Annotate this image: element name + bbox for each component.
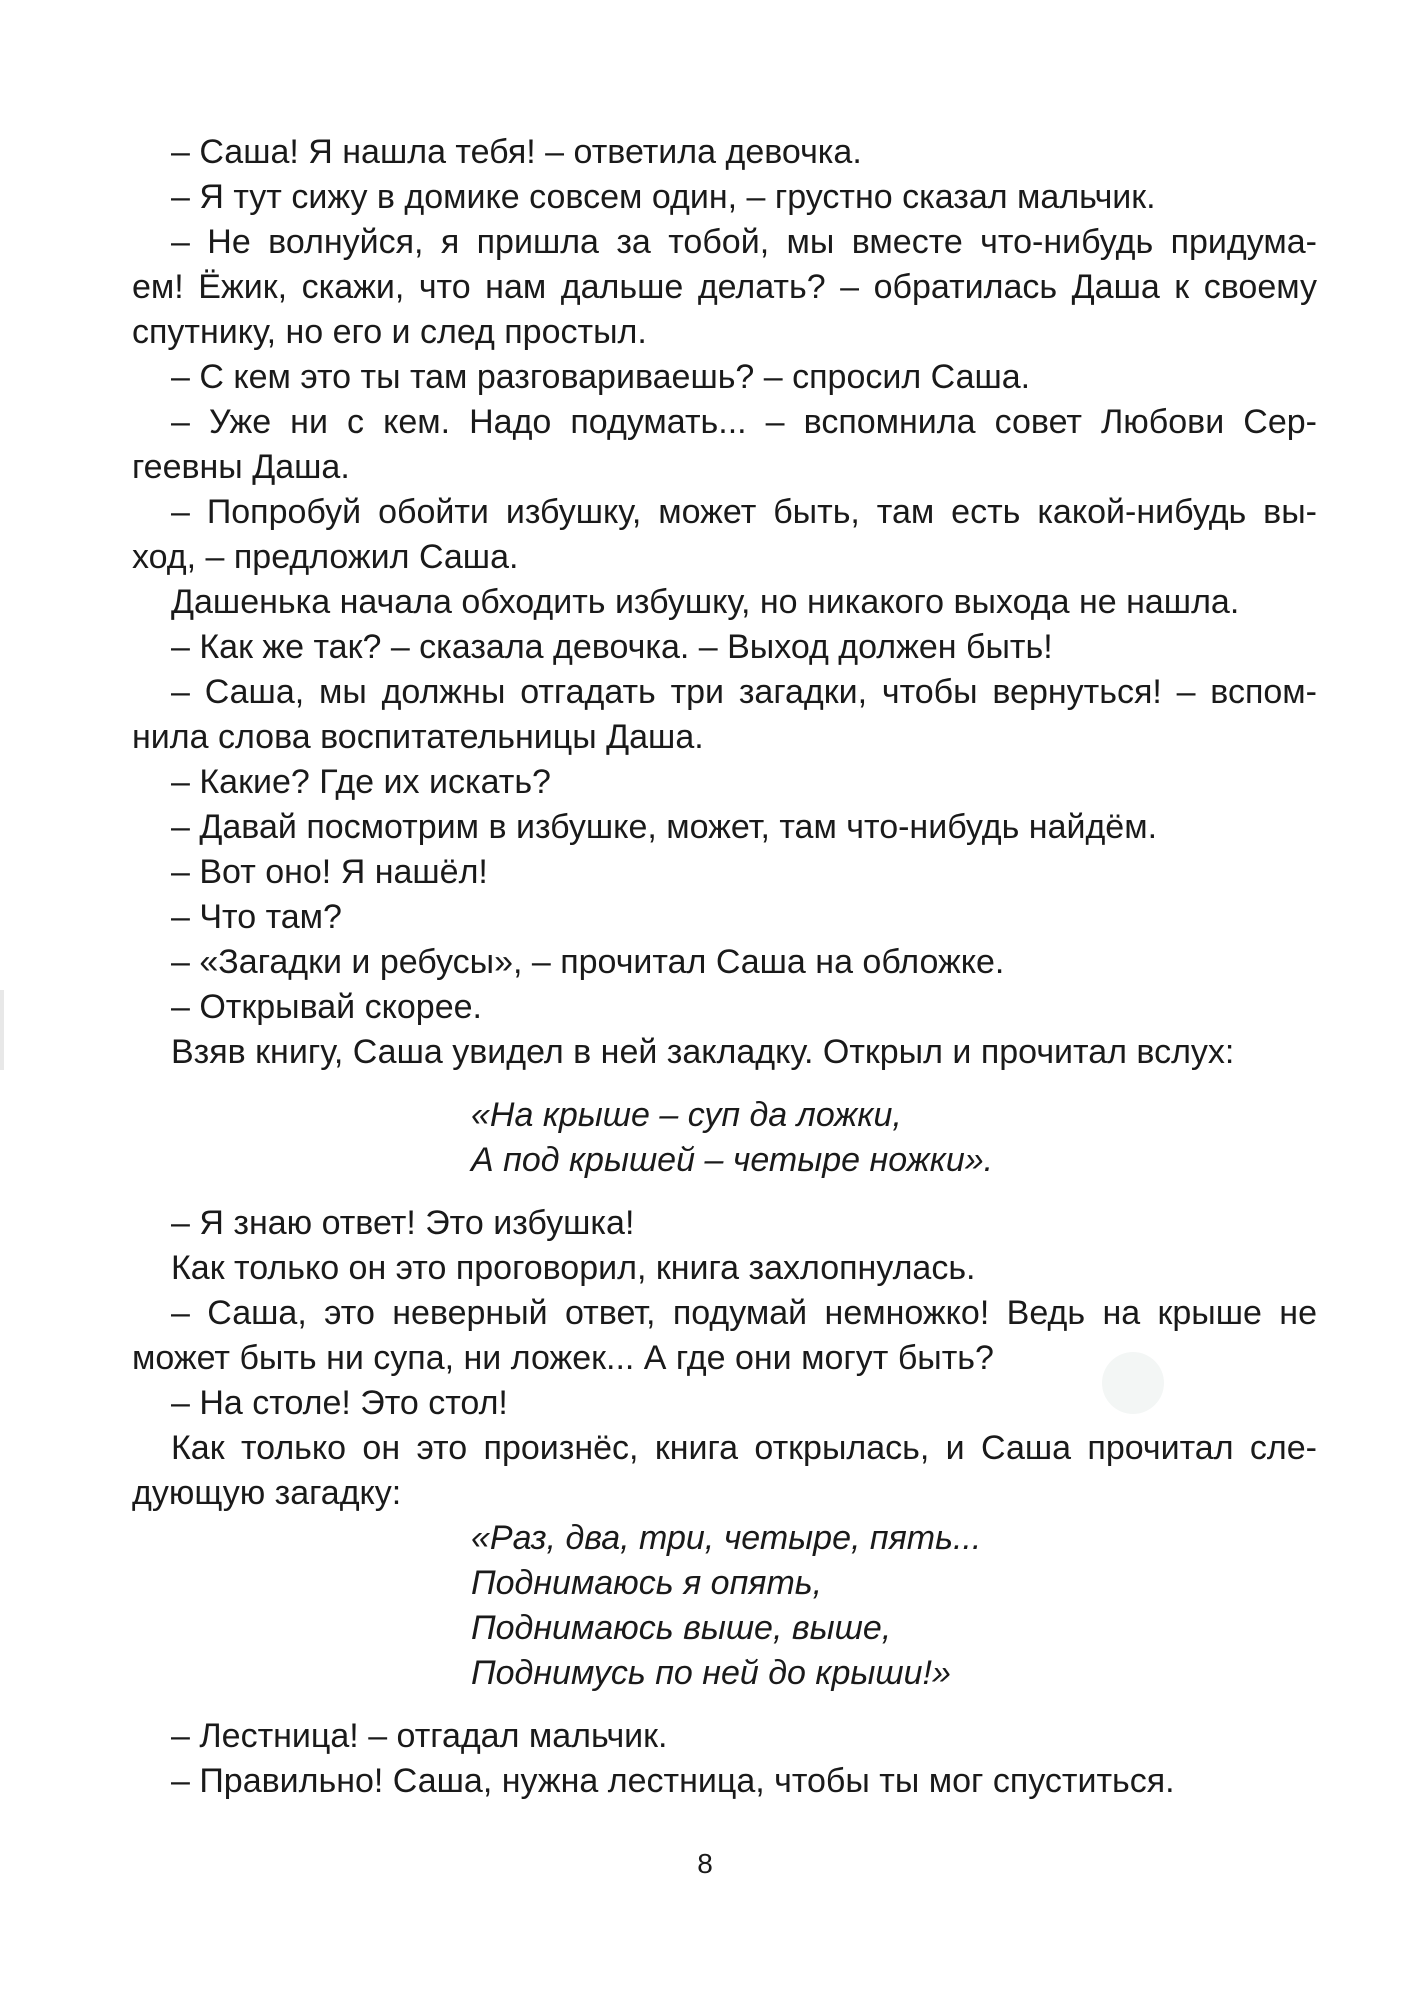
text-line: Дашенька начала обходить избушку, но никакого выхода не нашла. [171, 583, 1240, 621]
text-line: – Не волнуйся, я пришла за тобой, мы вместе что-нибудь придума- [171, 223, 1317, 261]
text-line: Взяв книгу, Саша увидел в ней закладку. Открыл и прочитал вслух: [171, 1033, 1235, 1071]
text-line: геевны Даша. [132, 448, 350, 486]
text-line: Как только он это произнёс, книга открылась, и Саша прочитал сле- [171, 1429, 1317, 1467]
poem-line: «На крыше – суп да ложки, [471, 1096, 902, 1134]
text-line: ход, – предложил Саша. [132, 538, 519, 576]
text-line: спутнику, но его и след простыл. [132, 313, 647, 351]
text-line: – Попробуй обойти избушку, может быть, там есть какой-нибудь вы- [171, 493, 1317, 531]
text-line: – Саша, мы должны отгадать три загадки, чтобы вернуться! – вспом- [171, 673, 1317, 711]
text-line: – Уже ни с кем. Надо подумать... – вспомнила совет Любови Сер- [171, 403, 1317, 441]
text-line: – Лестница! – отгадал мальчик. [171, 1717, 668, 1755]
text-line: – Что там? [171, 898, 342, 936]
text-line: дующую загадку: [132, 1474, 402, 1512]
text-line: – Вот оно! Я нашёл! [171, 853, 488, 891]
poem-line: А под крышей – четыре ножки». [471, 1141, 994, 1179]
scan-edge-mark [0, 990, 4, 1070]
text-line: может быть ни супа, ни ложек... А где они могут быть? [132, 1339, 994, 1377]
text-line: – Я тут сижу в домике совсем один, – грустно сказал мальчик. [171, 178, 1156, 216]
text-line: – Я знаю ответ! Это избушка! [171, 1204, 635, 1242]
text-line: – Саша, это неверный ответ, подумай немножко! Ведь на крыше не [171, 1294, 1317, 1332]
page-text [132, 130, 1317, 1804]
page-number: 8 [697, 1848, 713, 1879]
text-line: – Саша! Я нашла тебя! – ответила девочка. [171, 133, 862, 171]
text-line: – Правильно! Саша, нужна лестница, чтобы ты мог спуститься. [171, 1762, 1175, 1800]
poem-line: «Раз, два, три, четыре, пять... [471, 1519, 982, 1557]
text-line: – Как же так? – сказала девочка. – Выход должен быть! [171, 628, 1053, 666]
text-line: Как только он это проговорил, книга захлопнулась. [171, 1249, 976, 1287]
poem-line: Поднимусь по ней до крыши!» [471, 1654, 951, 1692]
poem-line: Поднимаюсь я опять, [471, 1564, 823, 1602]
text-line: – Какие? Где их искать? [171, 763, 551, 801]
text-line: – С кем это ты там разговариваешь? – спросил Саша. [171, 358, 1031, 396]
text-line: – Давай посмотрим в избушке, может, там что-нибудь найдём. [171, 808, 1158, 846]
text-line: – «Загадки и ребусы», – прочитал Саша на обложке. [171, 943, 1005, 981]
text-line: нила слова воспитательницы Даша. [132, 718, 704, 756]
text-line: ем! Ёжик, скажи, что нам дальше делать? – обратилась Даша к своему [132, 268, 1317, 306]
poem-line: Поднимаюсь выше, выше, [471, 1609, 892, 1647]
text-line: – Открывай скорее. [171, 988, 482, 1026]
text-line: – На столе! Это стол! [171, 1384, 508, 1422]
